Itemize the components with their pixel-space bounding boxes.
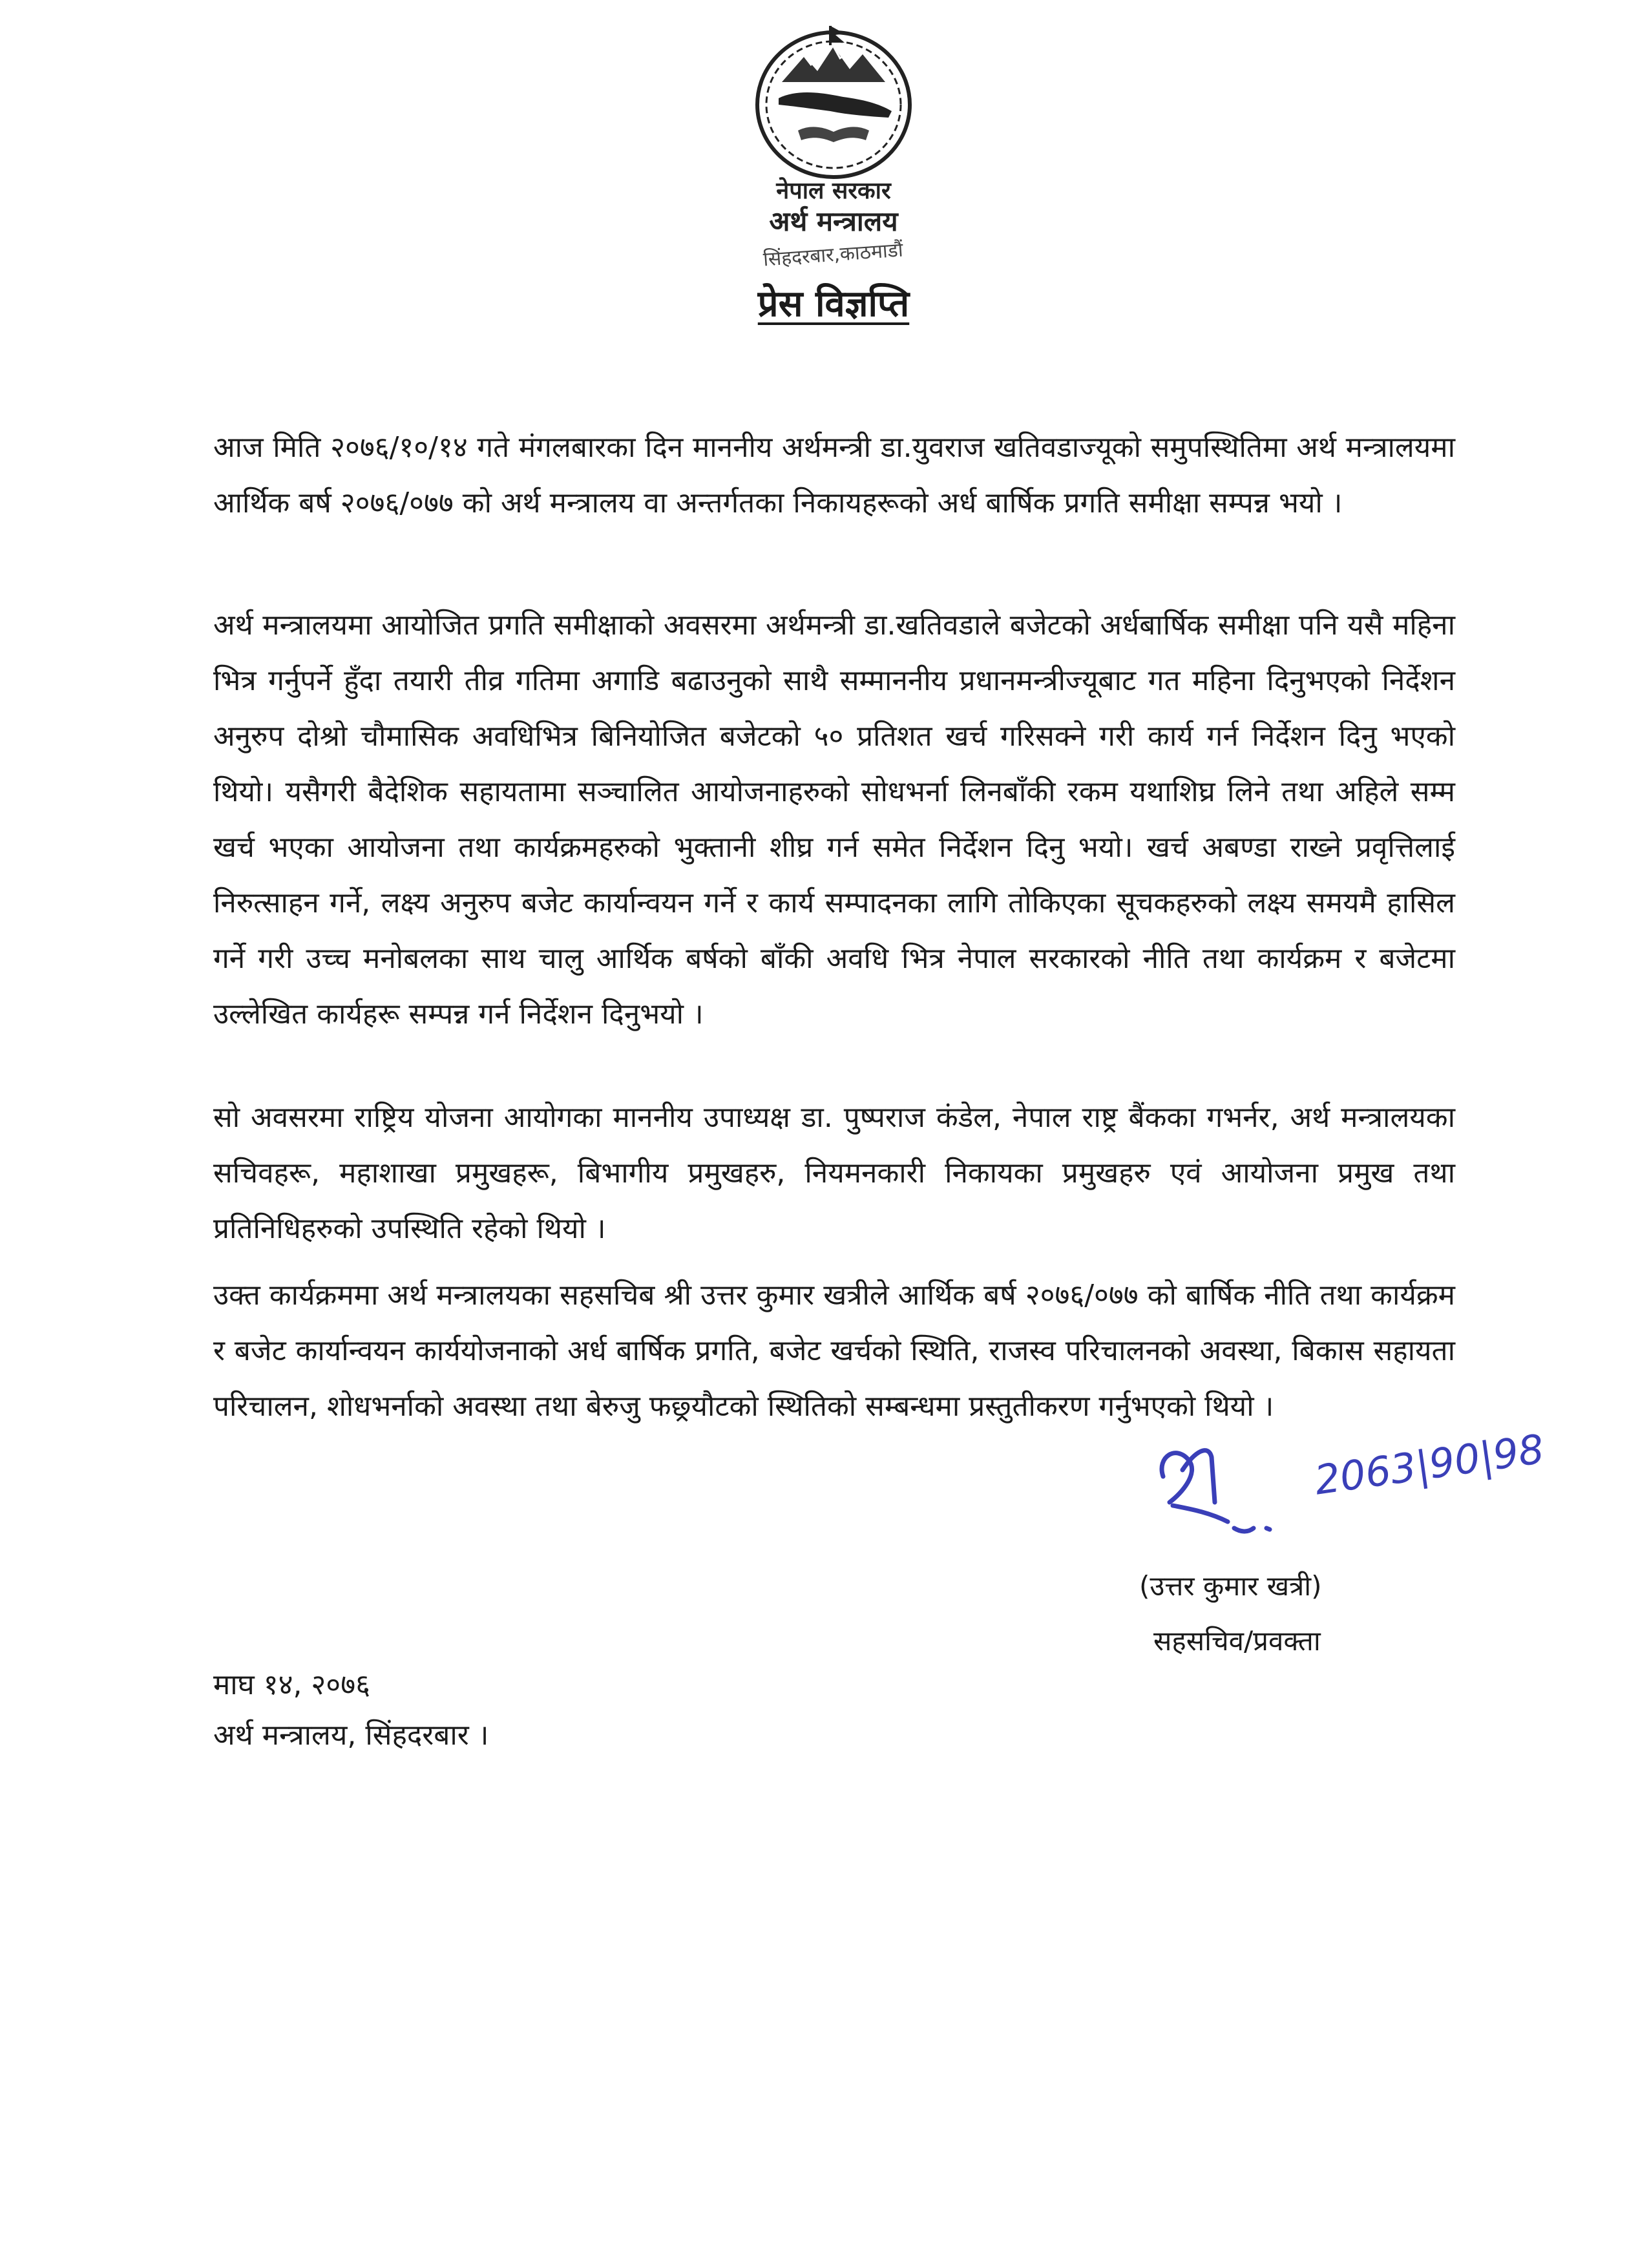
emblem-text-bottom: सिंहदरबार,काठमाडौं [762, 238, 904, 271]
emblem-seal-icon [727, 21, 940, 286]
signatory-designation: सहसचिव/प्रवक्ता [1153, 1625, 1321, 1657]
page-title: प्रेस विज्ञप्ति [757, 283, 910, 325]
paragraph-2: अर्थ मन्त्रालयमा आयोजित प्रगति समीक्षाको अवसरमा अर्थमन्त्री डा.खतिवडाले बजेटको अर्धबार्षिक समीक्षा पनि यसै महिना भित्र गर्नुपर्ने हुँदा तयारी तीव्र गतिमा अगाडि बढाउनुको साथै सम्माननीय प्रधानमन्त्रीज्यूबाट गत महिना दिनुभएको निर्देशन अनुरुप दोश्रो चौमासिक अवधिभित्र बिनियोजित बजेटको ५० प्रतिशत खर्च गरिसक्ने गरी कार्य गर्न निर्देशन दिनु भएको थियो। यसैगरी बैदेशिक सहायतामा सञ्चालित आयोजनाहरुको सोधभर्ना लिनबाँकी रकम यथाशिघ्र लिने तथा अहिले सम्म खर्च भएका आयोजना तथा कार्यक्रमहरुको भुक्तानी शीघ्र गर्न समेत निर्देशन दिनु भयो। खर्च अबण्डा राख्ने प्रवृत्तिलाई निरुत्साहन गर्ने, लक्ष्य अनुरुप बजेट कार्यान्वयन गर्ने र कार्य सम्पादनका लागि तोकिएका सूचकहरुको लक्ष्य समयमै हासिल गर्ने गरी उच्च मनोबलका साथ चालु आर्थिक बर्षको बाँकी अवधि भित्र नेपाल सरकारको नीति तथा कार्यक्रम र बजेटमा उल्लेखित कार्यहरू सम्पन्न गर्न निर्देशन दिनुभयो । [213, 609, 1455, 1031]
paragraph-3: सो अवसरमा राष्ट्रिय योजना आयोगका माननीय उपाध्यक्ष डा. पुष्पराज कंडेल, नेपाल राष्ट्र बैंकका गभर्नर, अर्थ मन्त्रालयका सचिवहरू, महाशाखा प्रमुखहरू, बिभागीय प्रमुखहरु, नियमनकारी निकायका प्रमुखहरु एवं आयोजना प्रमुख तथा प्रतिनिधिहरुको उपस्थिति रहेको थियो । [213, 1101, 1455, 1245]
emblem-text-middle: अर्थ मन्त्रालय [769, 205, 898, 237]
signature-handwritten-date: 2063|90|98 [1311, 1425, 1547, 1504]
signatory-name: (उत्तर कुमार खत्री) [1139, 1570, 1322, 1602]
government-emblem [727, 21, 940, 286]
emblem-text-top: नेपाल सरकार [776, 178, 891, 204]
paragraph-4: उक्त कार्यक्रममा अर्थ मन्त्रालयका सहसचिब श्री उत्तर कुमार खत्रीले आर्थिक बर्ष २०७६/०७७ को बार्षिक नीति तथा कार्यक्रम र बजेट कार्यान्वयन कार्ययोजनाको अर्ध बार्षिक प्रगति, बजेट खर्चको स्थिति, राजस्व परिचालनको अवस्था, बिकास सहायता परिचालन, शोधभर्नाको अवस्था तथा बेरुजु फछ्र्यौटको स्थितिको सम्बन्धमा प्रस्तुतीकरण गर्नुभएको थियो । [213, 1279, 1455, 1423]
footer-date: माघ १४, २०७६ [213, 1668, 370, 1701]
footer-office: अर्थ मन्त्रालय, सिंहदरबार । [213, 1719, 489, 1752]
paragraph-1: आज मिति २०७६/१०/१४ गते मंगलबारका दिन माननीय अर्थमन्त्री डा.युवराज खतिवडाज्यूको समुपस्थितिमा अर्थ मन्त्रालयमा आर्थिक बर्ष २०७६/०७७ को अर्थ मन्त्रालय वा अन्तर्गतका निकायहरूको अर्ध बार्षिक प्रगति समीक्षा सम्पन्न भयो । [213, 431, 1455, 520]
signature [1137, 1425, 1564, 1548]
